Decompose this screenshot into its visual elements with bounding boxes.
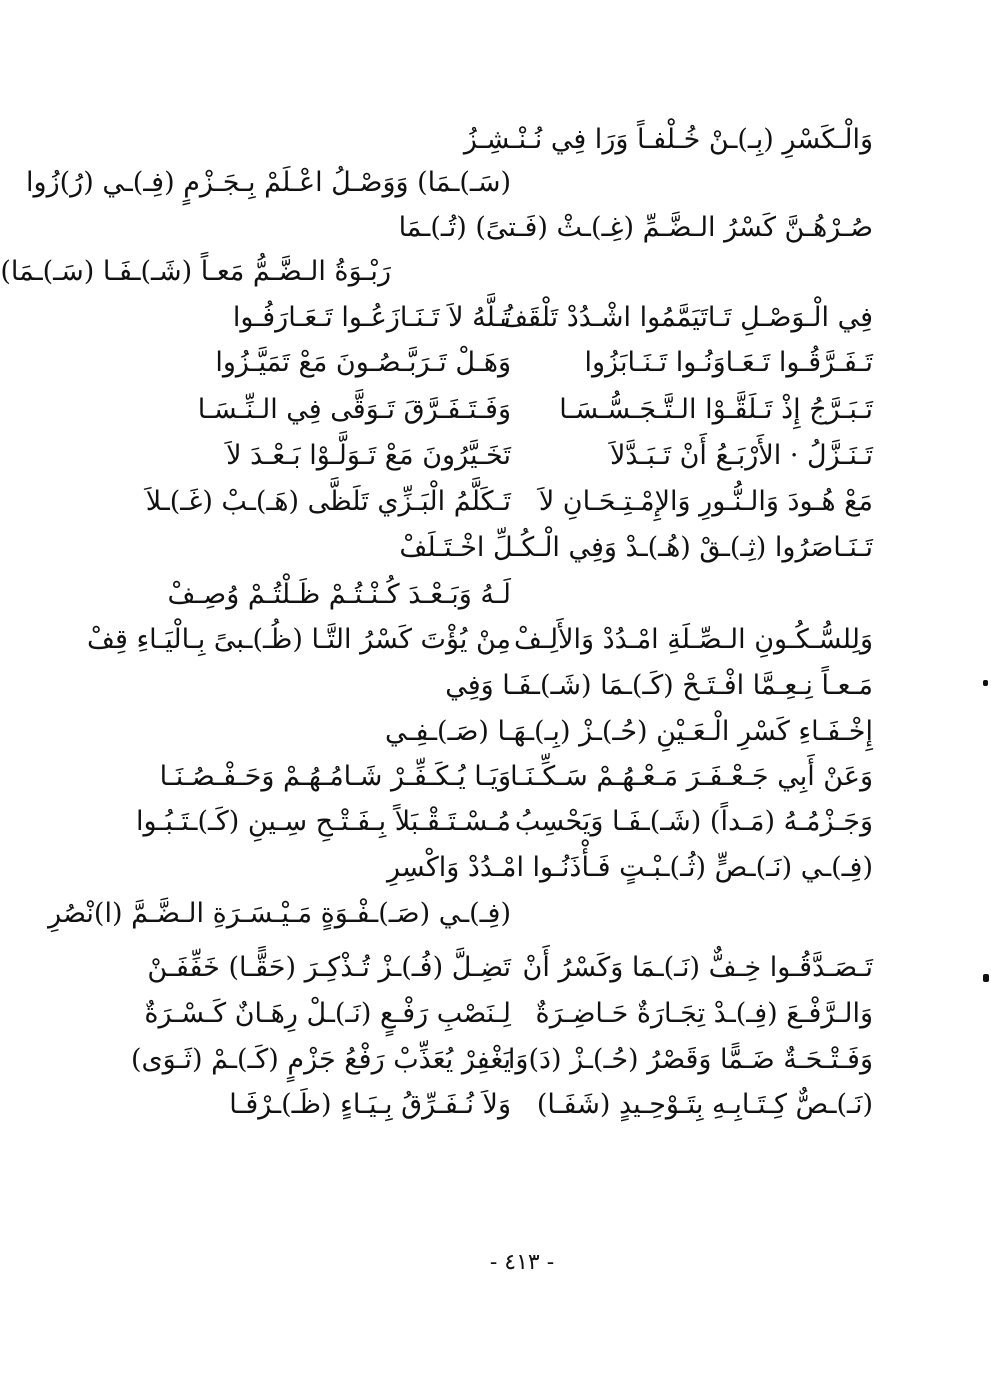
verse-7-left: وَفَـتَـفَـرَّقَ تَـوَقَّى فِي الـنِّـسَـا xyxy=(197,394,511,425)
verse-10-right: تَـنَـاصَرُوا (ثِـ)ـقْ (هُـ)ـدْ وَفِي الْـكُـلِّ اخْـتَـلَفْ xyxy=(399,532,873,563)
verse-16-left: مُـسْـتَـقْـبَلاً بِـفَـتْـحِ سِـينِ (كَـ)ـتَـبُـوا xyxy=(135,806,511,837)
verse-22-left: وَلاَ نُـفَـرِّقُ بِـيَـاءٍ (ظَـ)ـرْفَـا xyxy=(229,1089,511,1120)
verse-20-left: لِـنَصْبِ رَفْـعٍ (نَـ)ـلْ رِهَـانٌ كَـسْـرَةٌ xyxy=(144,998,511,1029)
scan-mark-dot xyxy=(983,680,988,686)
verse-12-right: وَلِلسُّـكُـونِ الـصِّـلَةِ امْـدُدْ وَالأَلِـفْ xyxy=(513,624,873,655)
verse-21-left: يَغْفِرْ يُعَذِّبْ رَفْعُ جَزْمٍ (كَـ)ـمْ (ثَـوَى) xyxy=(130,1044,511,1075)
verse-5-left: تَـلَّهُ لاَ تَـنَـازَعُـوا تَـعَـارَفُـوا xyxy=(232,302,511,333)
page-number: - ٤١٣ - xyxy=(489,1250,555,1275)
verse-5-right: فِي الْـوَصْـلِ تَـاتَيَمَّمُوا اشْـدُدْ تَلْقَفُ xyxy=(500,302,873,333)
verse-12-left: مِنْ يُؤْتَ كَسْرُ التَّـا (ظُـ)ـبىً بِـالْيَـاءِ قِفْ xyxy=(87,624,511,655)
verse-15-right: وَعَنْ أَبِي جَـعْـفَـرَ مَـعْـهُـمْ سَـكِّـنَـا xyxy=(510,761,873,792)
verse-9-left: تَـكَلَّمُ الْبَـزِّي تَلَظَّى (هَـ)ـبْ (غَـ)ـلاَ xyxy=(145,486,511,517)
verse-13-right: مَـعـاً نِـعِـمَّا افْـتَـحْ (كَـ)ـمَا (شَـ)ـفَـا وَفِي xyxy=(445,670,873,701)
verse-16-right: وَجَـزْمُـهُ (مَـداً) (شَـ)ـفَـا وَيَحْسِبُ xyxy=(514,806,873,837)
verse-2-left: (سَـ)ـمَا) وَوَصْـلُ اعْـلَمْ بِـجَـزْمٍ (فِـ)ـي (رُ)زُوا xyxy=(26,167,511,198)
verse-17-right: (فِـ)ـي (نَـ)ـصٍّ (ثُـ)ـبْـتٍ فَـأْذَنُـوا امْـدُدْ وَاكْسِرِ xyxy=(386,852,873,883)
scan-mark-dot xyxy=(983,974,989,982)
verse-18-left: (فِـ)ـي (صَـ)ـفْـوَةٍ مَـيْـسَـرَةِ الـضَّـمَّ (ا)نْصُرِ xyxy=(48,898,511,929)
verse-7-right: تَـبَـرَّجُ إِذْ تَـلَقَّـوْا الـتَّـجَـسُّـسَـا xyxy=(559,394,873,425)
verse-6-left: وَهَـلْ تَـرَبَّـصُـونَ مَعْ تَمَيَّـزُوا xyxy=(215,347,511,378)
verse-9-right: مَعْ هُـودَ وَالـنُّـورِ وَالإِمْـتِـحَـانِ لاَ xyxy=(538,486,873,517)
verse-19-left: تَضِـلَّ (فُـ)ـزْ تُـذْكِـرَ (حَقًّـا) خَفِّفَـنْ xyxy=(147,952,511,983)
verse-6-right: تَـفَـرَّقُـوا تَـعَـاوَنُـوا تَـنَـابَزُوا xyxy=(584,347,873,378)
verse-20-right: وَالـرَّفْـعَ (فِـ)ـدْ تِجَـارَةٌ حَـاضِـرَةٌ xyxy=(535,998,873,1029)
verse-22-right: (نَـ)ـصٌّ كِـتَـابِـهِ بِتَـوْحِـيدٍ (شَفَـا) xyxy=(536,1089,873,1120)
verse-1-right: وَالْـكَسْرِ (بِـ)ـنْ خُـلْفـاً وَرَا فِي نُـنْـشِـزُ xyxy=(463,124,873,155)
verse-15-left: وَيَـا يُـكَـفِّـرْ شَـامُـهُـمْ وَحَـفْـصُـنَـا xyxy=(159,761,511,792)
verse-19-right: تَـصَـدَّقُـوا خِـفٌّ (نَـ)ـمَا وَكَسْرُ أَنْ xyxy=(522,952,873,983)
verse-14-right: إِخْـفَـاءِ كَسْرِ الْـعَـيْنِ (حُـ)ـزْ (بِـ)ـهَـا (صَـ)ـفِـي xyxy=(385,716,873,747)
verse-8-right: تَـنَـزَّلُ · الأَرْبَـعُ أَنْ تَـبَـدَّلاَ xyxy=(609,440,873,471)
verse-4-right: رَبْـوَةُ الـضَّـمُّ مَعـاً (شَـ)ـفَـا (سَـ)ـمَا) xyxy=(0,256,391,287)
verse-3-right: صُـرْهُـنَّ كَسْرُ الـضَّـمِّ (غِـ)ـثْ (فَـتىً) (تُـ)ـمَا xyxy=(398,212,873,243)
verse-21-right: وَفَـتْـحَـةٌ ضَـمًّا وَقَصْرُ (حُـ)ـزْ (دَ)وَا xyxy=(507,1044,873,1075)
verse-11-left: لَـهُ وَبَـعْـدَ كُـنْـتُـمْ ظَـلْتُـمْ وُصِـفْ xyxy=(167,579,511,610)
verse-8-left: تَخَـيَّرُونَ مَعْ تَـوَلَّـوْا بَـعْـدَ لاَ xyxy=(226,440,511,471)
